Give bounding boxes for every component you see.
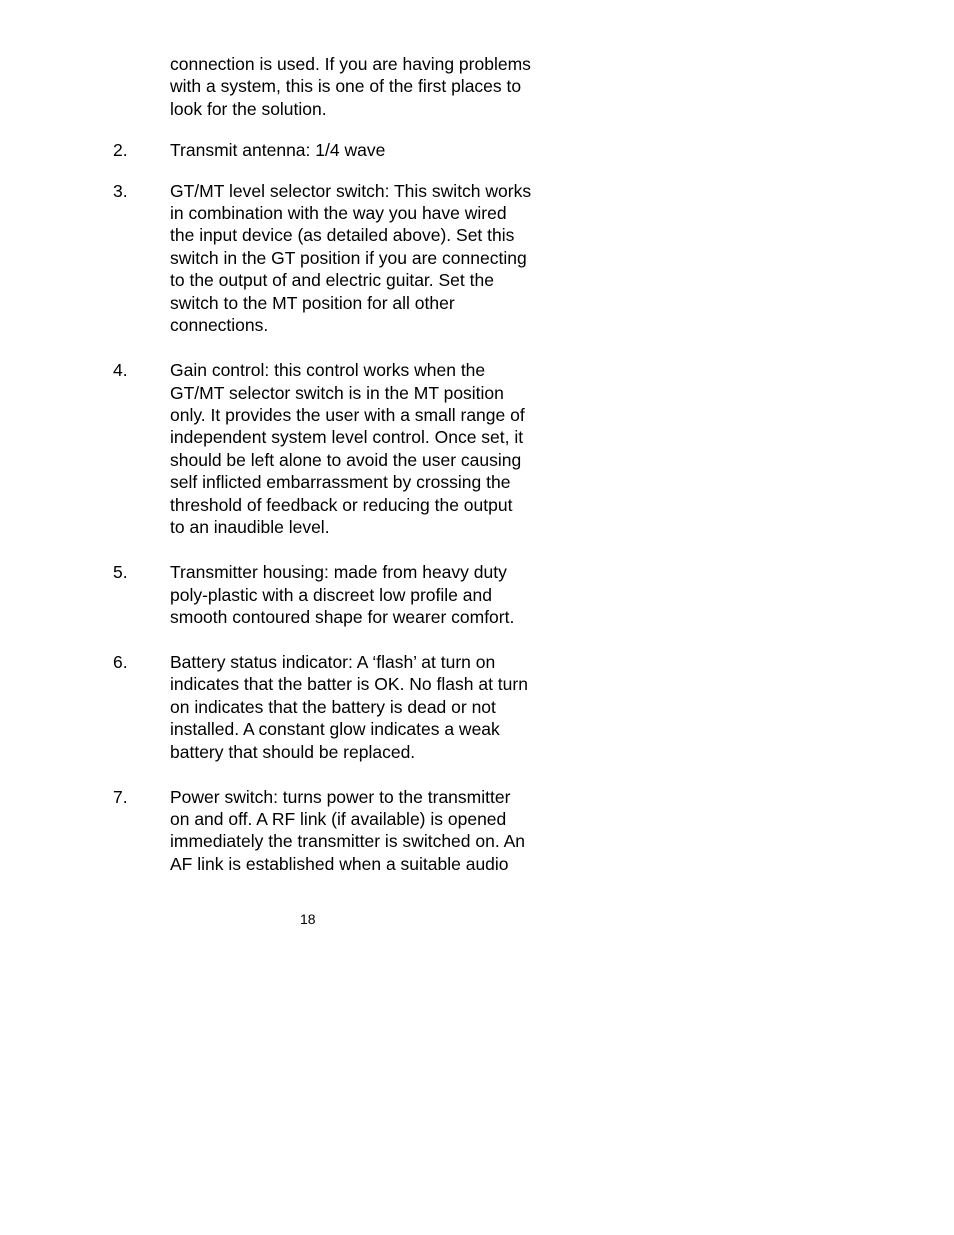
item-text-line: Power switch: turns power to the transmitter [170, 787, 511, 807]
item-text-line: in combination with the way you have wired [170, 203, 507, 223]
item-text-line: self inflicted embarrassment by crossing the [170, 472, 511, 492]
item-text-line: switch to the MT position for all other [170, 293, 455, 313]
item-number: 2. [113, 140, 128, 160]
item-text-line: immediately the transmitter is switched on. An [170, 831, 526, 851]
item-number: 4. [113, 360, 128, 380]
item-text-line: Battery status indicator: A ‘flash’ at turn on [170, 652, 496, 672]
item-text-line: connections. [170, 315, 269, 335]
item-number: 3. [113, 181, 128, 201]
intro-line: with a system, this is one of the first places to [170, 76, 522, 96]
intro-line: connection is used. If you are having problems [170, 54, 531, 74]
item-text-line: on indicates that the battery is dead or not [170, 697, 496, 717]
item-text-line: only. It provides the user with a small range of [170, 405, 525, 425]
item-text-line: installed. A constant glow indicates a weak [170, 719, 500, 739]
item-text-line: should be left alone to avoid the user causing [170, 450, 522, 470]
item-text-line: to an inaudible level. [170, 517, 330, 537]
item-text-line: Gain control: this control works when the [170, 360, 486, 380]
item-text-line: on and off. A RF link (if available) is opened [170, 809, 507, 829]
item-text-line: indicates that the batter is OK. No flash at turn [170, 674, 528, 694]
item-number: 6. [113, 652, 128, 672]
item-text-line: GT/MT level selector switch: This switch works [170, 181, 532, 201]
item-text-line: switch in the GT position if you are connecting [170, 248, 527, 268]
item-text-line: Transmitter housing: made from heavy duty [170, 562, 507, 582]
page-number: 18 [300, 911, 316, 927]
item-text-line: smooth contoured shape for wearer comfort. [170, 607, 515, 627]
item-text-line: to the output of and electric guitar. Set the [170, 270, 494, 290]
item-number: 5. [113, 562, 128, 582]
item-text-line: threshold of feedback or reducing the output [170, 495, 513, 515]
item-text-line: GT/MT selector switch is in the MT position [170, 383, 504, 403]
item-text-line: AF link is established when a suitable audio [170, 854, 509, 874]
item-number: 7. [113, 787, 128, 807]
item-text-line: battery that should be replaced. [170, 742, 416, 762]
item-text-line: independent system level control. Once set, it [170, 427, 524, 447]
item-text-line: poly-plastic with a discreet low profile and [170, 585, 492, 605]
intro-line: look for the solution. [170, 99, 327, 119]
item-text-line: the input device (as detailed above). Set this [170, 225, 515, 245]
item-text-line: Transmit antenna: 1/4 wave [170, 140, 386, 160]
